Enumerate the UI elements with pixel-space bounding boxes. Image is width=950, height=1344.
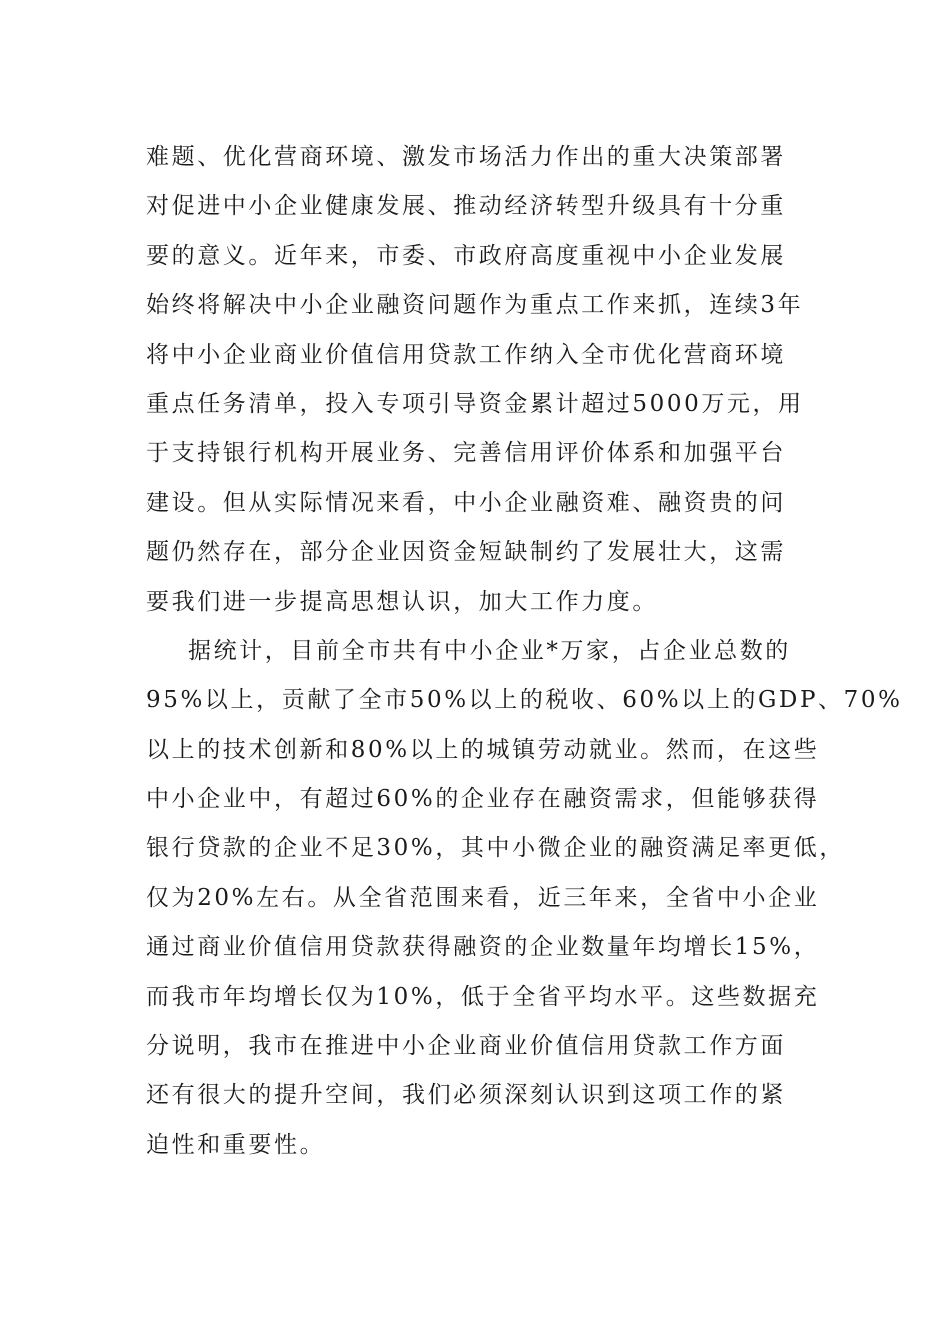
text-line: 95%以上，贡献了全市50%以上的税收、60%以上的GDP、70% <box>146 687 903 714</box>
text-line: 将中小企业商业价值信用贷款工作纳入全市优化营商环境 <box>146 341 786 368</box>
text-line: 建设。但从实际情况来看，中小企业融资难、融资贵的问 <box>146 489 786 516</box>
text-line: 以上的技术创新和80%以上的城镇劳动就业。然而，在这些 <box>146 736 820 763</box>
text-line: 始终将解决中小企业融资问题作为重点工作来抓，连续3年 <box>146 292 804 319</box>
text-line: 银行贷款的企业不足30%，其中小微企业的融资满足率更低， <box>146 835 845 862</box>
text-line: 分说明，我市在推进中小企业商业价值信用贷款工作方面 <box>146 1033 786 1060</box>
body-text <box>146 133 903 1170</box>
text-line: 要的意义。近年来，市委、市政府高度重视中小企业发展 <box>146 242 786 269</box>
text-line: 通过商业价值信用贷款获得融资的企业数量年均增长15%， <box>146 934 820 961</box>
text-line: 迫性和重要性。 <box>146 1131 326 1158</box>
text-line: 仅为20%左右。从全省范围来看，近三年来，全省中小企业 <box>146 884 820 911</box>
text-line: 据统计，目前全市共有中小企业*万家，占企业总数的 <box>188 637 791 664</box>
paragraph <box>146 627 903 1170</box>
text-line: 重点任务清单，投入专项引导资金累计超过5000万元，用 <box>146 390 804 417</box>
text-line: 于支持银行机构开展业务、完善信用评价体系和加强平台 <box>146 440 786 467</box>
text-line: 而我市年均增长仅为10%，低于全省平均水平。这些数据充 <box>146 983 820 1010</box>
text-line: 还有很大的提升空间，我们必须深刻认识到这项工作的紧 <box>146 1082 786 1109</box>
paragraph <box>146 133 810 627</box>
text-line: 对促进中小企业健康发展、推动经济转型升级具有十分重 <box>146 193 786 220</box>
text-line: 要我们进一步提高思想认识，加大工作力度。 <box>146 588 658 615</box>
text-line: 难题、优化营商环境、激发市场活力作出的重大决策部署 <box>146 144 786 170</box>
text-line: 中小企业中，有超过60%的企业存在融资需求，但能够获得 <box>146 786 820 813</box>
text-line: 题仍然存在，部分企业因资金短缺制约了发展壮大，这需 <box>146 539 786 566</box>
